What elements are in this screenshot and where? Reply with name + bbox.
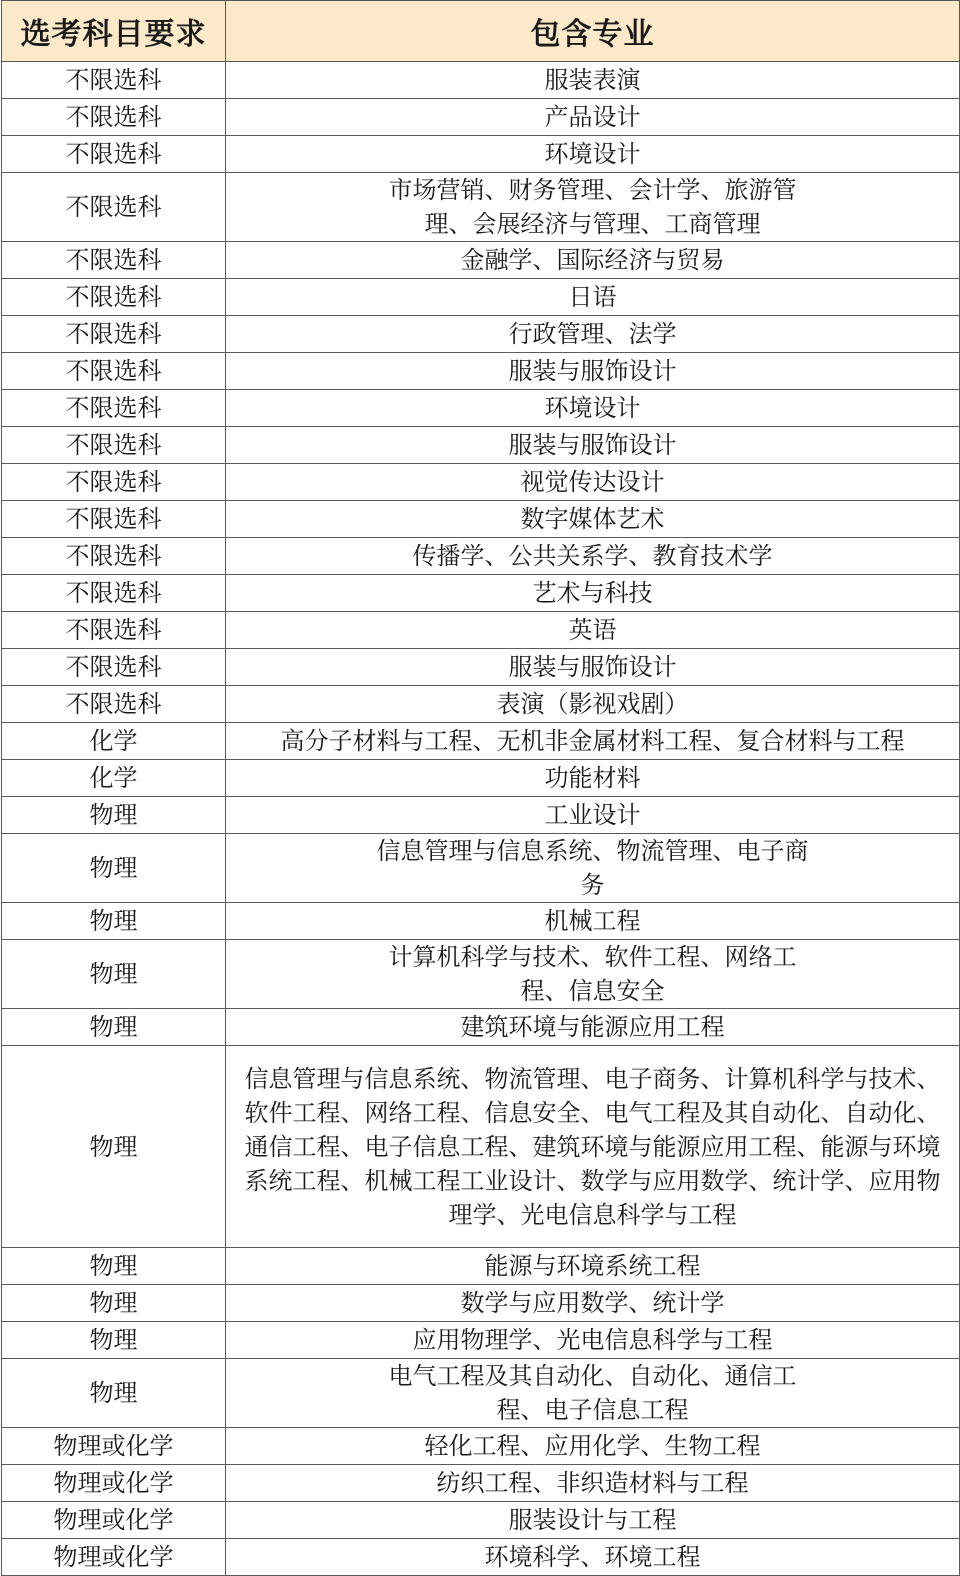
- header-subject: 选考科目要求: [2, 1, 226, 62]
- majors-cell: 能源与环境系统工程: [226, 1248, 960, 1285]
- majors-cell: 环境设计: [226, 390, 960, 427]
- majors-cell: 日语: [226, 279, 960, 316]
- table-row: [2, 1009, 960, 1046]
- subject-cell: 物理或化学: [2, 1428, 226, 1465]
- subject-cell: 不限选科: [2, 173, 226, 242]
- subject-cell: 化学: [2, 723, 226, 760]
- majors-cell: 建筑环境与能源应用工程: [226, 1009, 960, 1046]
- table-row: [2, 390, 960, 427]
- table-row: [2, 1359, 960, 1428]
- majors-cell: 轻化工程、应用化学、生物工程: [226, 1428, 960, 1465]
- table-row: [2, 427, 960, 464]
- subject-cell: 化学: [2, 760, 226, 797]
- table-row: [2, 575, 960, 612]
- table-row: [2, 903, 960, 940]
- subject-cell: 物理: [2, 1285, 226, 1322]
- subject-cell: 不限选科: [2, 464, 226, 501]
- subject-cell: 不限选科: [2, 279, 226, 316]
- majors-cell: 服装与服饰设计: [226, 649, 960, 686]
- subject-cell: 不限选科: [2, 427, 226, 464]
- majors-cell: 表演（影视戏剧）: [226, 686, 960, 723]
- majors-cell: 机械工程: [226, 903, 960, 940]
- table-row: [2, 1322, 960, 1359]
- header-row: [2, 1, 960, 62]
- subject-cell: 物理: [2, 903, 226, 940]
- subject-cell: 不限选科: [2, 390, 226, 427]
- subject-cell: 物理: [2, 1322, 226, 1359]
- subject-cell: 不限选科: [2, 242, 226, 279]
- table-row: [2, 464, 960, 501]
- table-row: [2, 136, 960, 173]
- table-row: [2, 760, 960, 797]
- majors-cell: 产品设计: [226, 99, 960, 136]
- majors-cell: 高分子材料与工程、无机非金属材料工程、复合材料与工程: [226, 723, 960, 760]
- subject-cell: 不限选科: [2, 62, 226, 99]
- header-majors: 包含专业: [226, 1, 960, 62]
- subject-cell: 物理: [2, 834, 226, 903]
- table-row: [2, 834, 960, 903]
- majors-cell: 视觉传达设计: [226, 464, 960, 501]
- table-row: [2, 1539, 960, 1576]
- table-row: [2, 99, 960, 136]
- majors-cell: 英语: [226, 612, 960, 649]
- table-row: [2, 173, 960, 242]
- subject-cell: 物理: [2, 1359, 226, 1428]
- majors-cell: 金融学、国际经济与贸易: [226, 242, 960, 279]
- subject-cell: 不限选科: [2, 686, 226, 723]
- subject-cell: 物理或化学: [2, 1502, 226, 1539]
- table-row: [2, 612, 960, 649]
- table-row: [2, 1046, 960, 1248]
- subject-cell: 不限选科: [2, 575, 226, 612]
- subject-requirements-table: [1, 0, 960, 1576]
- majors-cell: 信息管理与信息系统、物流管理、电子商务: [226, 834, 960, 903]
- majors-cell: 传播学、公共关系学、教育技术学: [226, 538, 960, 575]
- majors-cell: 环境科学、环境工程: [226, 1539, 960, 1576]
- subject-cell: 不限选科: [2, 649, 226, 686]
- subject-cell: 不限选科: [2, 538, 226, 575]
- subject-cell: 物理: [2, 1009, 226, 1046]
- subject-cell: 不限选科: [2, 353, 226, 390]
- table-row: [2, 1465, 960, 1502]
- table-row: [2, 1502, 960, 1539]
- table-row: [2, 649, 960, 686]
- subject-cell: 物理: [2, 1046, 226, 1248]
- table-row: [2, 797, 960, 834]
- majors-cell: 电气工程及其自动化、自动化、通信工程、电子信息工程: [226, 1359, 960, 1428]
- table-row: [2, 353, 960, 390]
- subject-cell: 物理: [2, 1248, 226, 1285]
- table-row: [2, 279, 960, 316]
- subject-cell: 不限选科: [2, 136, 226, 173]
- majors-cell: 工业设计: [226, 797, 960, 834]
- subject-cell: 物理: [2, 940, 226, 1009]
- table-row: [2, 62, 960, 99]
- majors-cell: 数字媒体艺术: [226, 501, 960, 538]
- majors-cell: 纺织工程、非织造材料与工程: [226, 1465, 960, 1502]
- subject-cell: 不限选科: [2, 501, 226, 538]
- majors-cell: 计算机科学与技术、软件工程、网络工程、信息安全: [226, 940, 960, 1009]
- table-row: [2, 940, 960, 1009]
- majors-cell: 应用物理学、光电信息科学与工程: [226, 1322, 960, 1359]
- table-row: [2, 1428, 960, 1465]
- majors-cell: 服装与服饰设计: [226, 353, 960, 390]
- majors-cell: 服装表演: [226, 62, 960, 99]
- table-row: [2, 686, 960, 723]
- majors-cell: 行政管理、法学: [226, 316, 960, 353]
- majors-cell: 信息管理与信息系统、物流管理、电子商务、计算机科学与技术、软件工程、网络工程、信息安全、电气工程及其自动化、自动化、通信工程、电子信息工程、建筑环境与能源应用工程、能源与环境系统工程、机械工程工业设计、数学与应用数学、统计学、应用物理学、光电信息科学与工程: [226, 1046, 960, 1248]
- subject-cell: 物理: [2, 797, 226, 834]
- majors-cell: 数学与应用数学、统计学: [226, 1285, 960, 1322]
- table-row: [2, 723, 960, 760]
- table-row: [2, 242, 960, 279]
- majors-cell: 环境设计: [226, 136, 960, 173]
- majors-cell: 艺术与科技: [226, 575, 960, 612]
- table-row: [2, 1285, 960, 1322]
- table-body: [2, 62, 960, 1576]
- subject-cell: 不限选科: [2, 612, 226, 649]
- subject-cell: 不限选科: [2, 316, 226, 353]
- majors-cell: 市场营销、财务管理、会计学、旅游管理、会展经济与管理、工商管理: [226, 173, 960, 242]
- table-row: [2, 538, 960, 575]
- majors-cell: 服装设计与工程: [226, 1502, 960, 1539]
- majors-cell: 功能材料: [226, 760, 960, 797]
- table-row: [2, 501, 960, 538]
- subject-cell: 物理或化学: [2, 1539, 226, 1576]
- subject-cell: 物理或化学: [2, 1465, 226, 1502]
- subject-cell: 不限选科: [2, 99, 226, 136]
- table-row: [2, 316, 960, 353]
- majors-cell: 服装与服饰设计: [226, 427, 960, 464]
- table-row: [2, 1248, 960, 1285]
